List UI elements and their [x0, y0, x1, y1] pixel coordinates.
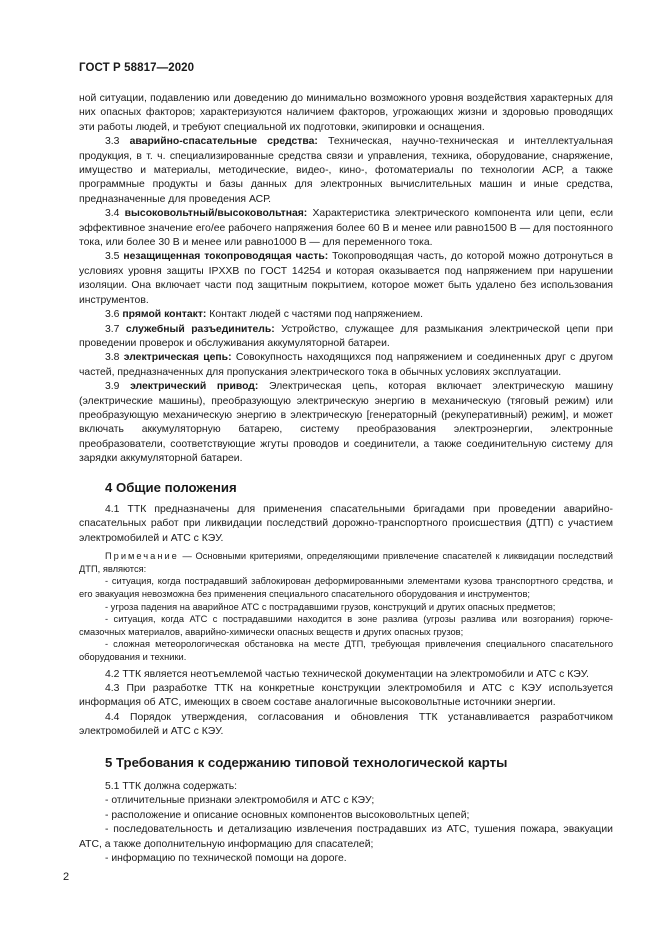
list-item: - информацию по технической помощи на дороге.	[105, 853, 347, 864]
term: электрическая цепь:	[123, 352, 232, 364]
note-item: - сложная метеорологическая обстановка на месте ДТП, требующая привлечения специального спасательного оборудования и техники.	[79, 639, 613, 662]
clause-number: 3.8	[105, 352, 120, 364]
clause-number: 3.5	[105, 251, 120, 263]
page-content	[79, 92, 613, 866]
term: служебный разъединитель:	[125, 323, 275, 335]
page-number: 2	[63, 871, 70, 883]
definition-text: Характеристика электрического компонента или цепи, если эффективное значение его/ее рабочего напряжения более 60 В и менее или равно1500 В — для постоянного тока, или более 30 В и менее или равно1000 В — для переменного тока.	[79, 208, 613, 249]
definition-3-4	[79, 207, 613, 250]
section-heading-5: 5 Требования к содержанию типовой технологической карты	[105, 754, 508, 770]
clause-number: 3.7	[105, 323, 120, 335]
clause-5-1: 5.1 ТТК должна содержать:	[105, 780, 238, 792]
definition-3-3	[79, 135, 613, 207]
definition-3-8	[79, 351, 613, 380]
note-item: - ситуация, когда АТС с пострадавшими находится в зоне разлива (угрозы разлива или возгорания) горюче-смазочных материалов, аварийно-химически опасных веществ и других опасных грузов;	[79, 614, 613, 637]
term: высоковольтный/высоковольтная:	[124, 208, 308, 220]
term: аварийно-спасательные средства:	[129, 136, 318, 148]
definition-text: Контакт людей с частями под напряжением.	[209, 309, 424, 321]
note-text: — Основными критериями, определяющими привлечение спасателей к ликвидации последствий ДТП, являются:	[79, 551, 613, 574]
definition-text: Совокупность находящихся под напряжением и соединенных друг с другом частей, предназначенных для пропускания электрического тока в обычных условиях эксплуатации.	[79, 352, 614, 378]
definition-text: Устройство, служащее для размыкания электрической цепи при проведении проверок и обслуживания аккумуляторной батареи.	[79, 323, 614, 349]
definition-text: Токопроводящая часть, до которой можно дотронуться в условиях уровня защиты IPXXB по ГОСТ 14254 и которая оказывается под напряжением при нарушении изоляции. Она включает части под защитным покрытием, которое может быть удалено без использования инструментов.	[79, 251, 613, 306]
document-header: ГОСТ Р 58817—2020	[79, 62, 195, 74]
clause-number: 3.6	[105, 309, 120, 321]
clause-4-2: 4.2 ТТК является неотъемлемой частью технической документации на электромобили и АТС с КЭУ.	[105, 668, 589, 680]
clause-4-3: 4.3 При разработке ТТК на конкретные конструкции электромобиля и АТС с КЭУ используется информация об АТС, имеющих в своем составе аналогичные высоковольтные источники энергии.	[79, 682, 613, 709]
definition-3-6	[79, 308, 613, 322]
paragraph-continuation: ной ситуации, подавлению или доведению до минимально возможного уровня воздействия характерных для них опасных факторов; характеризуются наличием факторов, угрожающих жизни и здоровью проводящих эти работы людей, и требуют специальной их подготовки, экипировки и оснащения.	[79, 93, 613, 133]
clause-number: 3.3	[105, 136, 120, 148]
definition-3-9	[79, 380, 613, 466]
definition-text: Техническая, научно-техническая и интеллектуальная продукция, в т. ч. специализированные средства связи и управления, техника, оборудование, снаряжение, имущество и материалы, методические, видео-, кино-, фотоматериалы по технологии АСР, а также программные продукты и базы данных для электронных вычислительных машин и иные средства, предназначенные для проведения АСР.	[79, 136, 613, 205]
note-item: - ситуация, когда пострадавший заблокирован деформированными элементами кузова транспортного средства, и его эвакуация невозможна без применения специального спасательного оборудования и инструментов;	[79, 576, 613, 599]
term: незащищенная токопроводящая часть:	[123, 251, 329, 263]
term: прямой контакт:	[122, 309, 207, 321]
list-item: - расположение и описание основных компонентов высоковольтных цепей;	[105, 809, 470, 821]
definition-3-7	[79, 323, 613, 352]
list-item: - последовательность и детализацию извлечения пострадавших из АТС, тушения пожара, эвакуации АТС, а также дополнительную информацию для спасателей;	[79, 824, 613, 850]
definition-text: Электрическая цепь, которая включает электрическую машину (электрические машины), преобразующую электрическую энергию в механическую (тяговый режим) или преобразующую механическую энергию в электрическую [генераторный (рекуперативный) режим], и может включать аккумуляторную батарею, систему преобразования электроэнергии, электронные преобразователи, соответствующие жгуты проводов и соединители, а также соединительную систему для зарядки аккумуляторной батареи.	[79, 381, 614, 465]
section-heading-4: 4 Общие положения	[105, 479, 237, 495]
list-item: - отличительные признаки электромобиля и АТС с КЭУ;	[105, 795, 375, 807]
clause-4-4: 4.4 Порядок утверждения, согласования и обновления ТТК устанавливается разработчиком электромобилей и АТС с КЭУ.	[79, 711, 613, 738]
clause-number: 3.4	[105, 208, 120, 220]
note	[79, 550, 613, 575]
clause-number: 3.9	[105, 381, 120, 393]
note-label: Примечание	[105, 551, 179, 562]
clause-4-1: 4.1 ТТК предназначены для применения спасательными бригадами при проведении аварийно-спасательных работ при ликвидации последствий дорожно-транспортного происшествия (ДТП) с участием электромобилей и АТС с КЭУ.	[79, 503, 613, 544]
definition-3-5	[79, 250, 613, 308]
note-item: - угроза падения на аварийное АТС с пострадавшими грузов, конструкций и других опасных предметов;	[105, 601, 556, 612]
term: электрический привод:	[130, 381, 259, 393]
